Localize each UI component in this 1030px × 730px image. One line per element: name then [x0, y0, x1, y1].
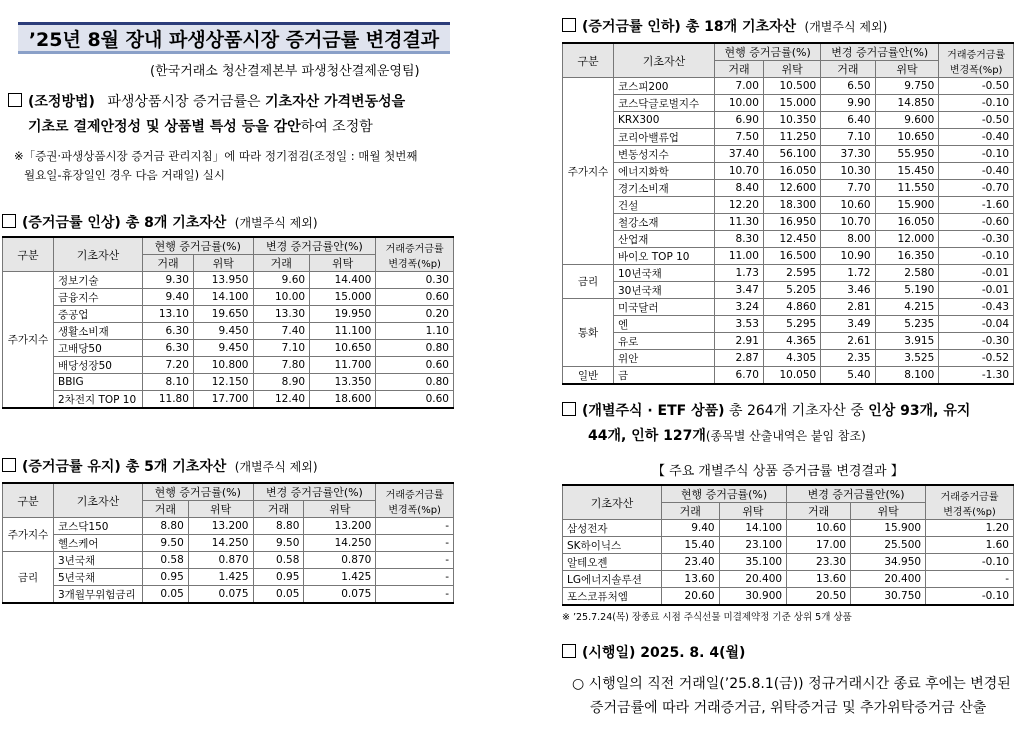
value-cell: 12.000: [875, 231, 939, 248]
asset-cell: 변동성지수: [614, 146, 715, 163]
group-cell: 금리: [3, 552, 54, 604]
value-cell: 15.000: [310, 289, 376, 306]
asset-cell: 산업재: [614, 231, 715, 248]
table-row: [3, 289, 454, 306]
asset-cell: 미국달러: [614, 299, 715, 316]
value-cell: 4.860: [763, 299, 820, 316]
value-cell: 7.50: [715, 129, 764, 146]
table-row: [563, 265, 1014, 282]
value-cell: 1.425: [188, 569, 253, 586]
value-cell: 13.30: [253, 306, 310, 323]
value-cell: 19.950: [310, 306, 376, 323]
table-row: [563, 214, 1014, 231]
value-cell: 18.300: [763, 197, 820, 214]
asset-cell: 엔: [614, 316, 715, 333]
decrease-heading: (증거금률 인하) 총 18개 기초자산 (개별주식 제외): [562, 16, 887, 36]
checkbox-icon: [562, 18, 576, 32]
value-cell: 7.10: [253, 340, 310, 357]
table-row: [563, 554, 1014, 571]
value-cell: 13.10: [143, 306, 194, 323]
value-cell: 12.600: [763, 180, 820, 197]
value-cell: 9.90: [821, 95, 875, 112]
table-row: [563, 333, 1014, 350]
stock-line1: (개별주식 · ETF 상품) 총 264개 기초자산 중 인상 93개, 유지: [562, 399, 970, 423]
value-cell: 16.500: [763, 248, 820, 265]
value-cell: 1.72: [821, 265, 875, 282]
value-cell: 10.650: [310, 340, 376, 357]
value-cell: 14.250: [304, 535, 376, 552]
value-cell: 15.900: [875, 197, 939, 214]
value-cell: 6.30: [143, 323, 194, 340]
value-cell: 10.30: [821, 163, 875, 180]
value-cell: 13.950: [193, 272, 253, 289]
value-cell: 10.70: [821, 214, 875, 231]
table-row: [3, 357, 454, 374]
asset-cell: BBIG: [54, 374, 143, 391]
table-row: [3, 272, 454, 289]
value-cell: 2.81: [821, 299, 875, 316]
value-cell: 14.850: [875, 95, 939, 112]
value-cell: 1.425: [304, 569, 376, 586]
checkbox-icon: [562, 644, 576, 658]
table-row: [563, 350, 1014, 367]
value-cell: 23.40: [662, 554, 720, 571]
value-cell: -: [376, 552, 454, 569]
value-cell: 2.61: [821, 333, 875, 350]
table-row: [3, 569, 454, 586]
value-cell: 10.70: [715, 163, 764, 180]
col-range: 거래증거금률 변경폭(%p): [376, 237, 454, 272]
value-cell: 20.50: [787, 588, 851, 606]
table-row: [563, 231, 1014, 248]
table-row: [563, 180, 1014, 197]
value-cell: 7.80: [253, 357, 310, 374]
table-row: [3, 323, 454, 340]
asset-cell: 2차전지 TOP 10: [54, 391, 143, 409]
table-row: [563, 197, 1014, 214]
value-cell: 9.40: [662, 520, 720, 537]
value-cell: 8.90: [253, 374, 310, 391]
asset-cell: 5년국채: [54, 569, 143, 586]
asset-cell: 철강소재: [614, 214, 715, 231]
value-cell: -0.30: [939, 333, 1014, 350]
value-cell: 35.100: [719, 554, 786, 571]
table-row: [3, 391, 454, 409]
table-row: [3, 586, 454, 604]
value-cell: 20.400: [719, 571, 786, 588]
checkbox-icon: [562, 402, 576, 416]
group-cell: 통화: [563, 299, 614, 367]
value-cell: 3.24: [715, 299, 764, 316]
value-cell: 23.100: [719, 537, 786, 554]
col-trade: 거래: [253, 255, 310, 272]
increase-table: [2, 236, 454, 409]
value-cell: 8.40: [715, 180, 764, 197]
table-row: [3, 535, 454, 552]
col-trade: 거래: [143, 255, 194, 272]
value-cell: 0.80: [376, 340, 454, 357]
table-row: [563, 571, 1014, 588]
asset-cell: 포스코퓨처엠: [563, 588, 662, 606]
asset-cell: 3개월무위험금리: [54, 586, 143, 604]
method-note1: ※「증권·파생상품시장 증거금 관리지침」에 따라 정기점검(조정일 : 매월 첫번째: [14, 149, 418, 163]
value-cell: -0.10: [926, 588, 1014, 606]
value-cell: 20.60: [662, 588, 720, 606]
value-cell: 23.30: [787, 554, 851, 571]
value-cell: 9.600: [875, 112, 939, 129]
asset-cell: 경기소비재: [614, 180, 715, 197]
stock-table: 기초자산 현행 증거금률(%) 변경 증거금률안(%) 거래증거금률 변경폭(%p) 거래 위탁 거래 위탁 삼성전자 9.40 14.100 10.60 15.900 1.20 SK하이닉스 15.40 23.100 17.00 25.500 1.60 알테오젠 23.40 35.100 23.30 34.950 -0.10 LG에너지솔루션 13.60 20.400 13.60 20.400 - 포스코퓨처엠 20.60 30.900 20.50 30.750 -0.10: [562, 484, 1014, 606]
value-cell: 9.450: [193, 323, 253, 340]
value-cell: 1.73: [715, 265, 764, 282]
value-cell: 10.350: [763, 112, 820, 129]
value-cell: -0.10: [926, 554, 1014, 571]
value-cell: 16.050: [763, 163, 820, 180]
value-cell: -0.40: [939, 129, 1014, 146]
increase-heading: (증거금률 인상) 총 8개 기초자산 (개별주식 제외): [2, 212, 318, 232]
value-cell: 15.450: [875, 163, 939, 180]
value-cell: -0.52: [939, 350, 1014, 367]
table-row: [3, 374, 454, 391]
checkbox-icon: [2, 214, 16, 228]
table-row: [563, 588, 1014, 606]
value-cell: 3.47: [715, 282, 764, 299]
col-asset: 기초자산: [54, 237, 143, 272]
value-cell: 3.915: [875, 333, 939, 350]
value-cell: -0.40: [939, 163, 1014, 180]
value-cell: 8.80: [143, 518, 189, 535]
value-cell: 0.95: [143, 569, 189, 586]
value-cell: 17.00: [787, 537, 851, 554]
group-cell: 주가지수: [563, 78, 614, 265]
table-row: [563, 367, 1014, 385]
value-cell: 9.30: [143, 272, 194, 289]
value-cell: -0.10: [939, 95, 1014, 112]
value-cell: 10.00: [715, 95, 764, 112]
value-cell: 7.10: [821, 129, 875, 146]
value-cell: 10.60: [787, 520, 851, 537]
value-cell: 2.580: [875, 265, 939, 282]
value-cell: 0.075: [304, 586, 376, 604]
value-cell: -: [376, 586, 454, 604]
group-cell: 일반: [563, 367, 614, 385]
maintain-heading: (증거금률 유지) 총 5개 기초자산 (개별주식 제외): [2, 456, 318, 476]
value-cell: 12.450: [763, 231, 820, 248]
col-consign: 위탁: [310, 255, 376, 272]
asset-cell: 코스닥150: [54, 518, 143, 535]
effective-heading: (시행일) 2025. 8. 4(월): [562, 642, 745, 662]
value-cell: 6.70: [715, 367, 764, 385]
value-cell: 9.450: [193, 340, 253, 357]
value-cell: 11.550: [875, 180, 939, 197]
asset-cell: 금융지수: [54, 289, 143, 306]
value-cell: 10.050: [763, 367, 820, 385]
table-row: [563, 520, 1014, 537]
value-cell: 0.58: [253, 552, 304, 569]
checkbox-icon: [2, 458, 16, 472]
table-row: [563, 282, 1014, 299]
stock-table-title: 【 주요 개별주식 상품 증거금률 변경결과 】: [652, 464, 904, 479]
asset-cell: 에너지화학: [614, 163, 715, 180]
value-cell: 10.00: [253, 289, 310, 306]
group-cell: 주가지수: [3, 518, 54, 552]
value-cell: -0.60: [939, 214, 1014, 231]
value-cell: 0.870: [304, 552, 376, 569]
table-row: [3, 518, 454, 535]
value-cell: 6.50: [821, 78, 875, 95]
table-row: [3, 552, 454, 569]
value-cell: 0.58: [143, 552, 189, 569]
method-line1: (조정방법) 파생상품시장 증거금률은 기초자산 가격변동성을: [8, 90, 405, 114]
value-cell: 0.60: [376, 289, 454, 306]
value-cell: 25.500: [851, 537, 926, 554]
value-cell: 8.30: [715, 231, 764, 248]
method-heading: (조정방법): [28, 94, 95, 110]
value-cell: 13.60: [787, 571, 851, 588]
table-row: [563, 163, 1014, 180]
table-row: [563, 78, 1014, 95]
value-cell: -0.70: [939, 180, 1014, 197]
value-cell: 16.050: [875, 214, 939, 231]
table-row: [563, 316, 1014, 333]
value-cell: 12.20: [715, 197, 764, 214]
value-cell: 3.46: [821, 282, 875, 299]
decrease-table: 구분 기초자산 현행 증거금률(%) 변경 증거금률안(%) 거래증거금률 변경폭(%p) 거래 위탁 거래 위탁 주가지수 코스피200 7.00 10.500 6.50 9.750 -0.50 코스닥글로벌지수 10.00 15.000 9.90 14.850 -0.10 KRX300 6.90 10.350 6.40 9.600 -0.50 코리아밸류업 7.50 11.250 7.10 10.650 -0.40 변동성지수 37.40 56.100 37.30 55.950 -0.10 에너지화학 10.70 16.050 10.30 15.450 -0.40 경기소비재 8.40 12.600 7.70 11.550 -0.70 건설 12.20 18.300 10.60 15.900 -1.60 철강소재 11.30 16.950 10.70 16.050 -0.60 산업재 8.30 12.450 8.00 12.000 -0.30 바이오 TOP 10 11.00 16.500 10.90 16.350 -0.10 금리 10년국채 1.73 2.595 1.72 2.580 -0.01 30년국채 3.47 5.205 3.46 5.190 -0.01 통화 미국달러 3.24 4.860 2.81 4.215 -0.43 엔 3.53 5.295 3.49 5.235 -0.04 유로 2.91 4.365 2.61 3.915 -0.30 위안 2.87 4.305 2.35 3.525 -0.52 일반 금 6.70 10.050 5.40 8.100 -1.30: [562, 42, 1014, 385]
value-cell: 4.305: [763, 350, 820, 367]
value-cell: 3.525: [875, 350, 939, 367]
asset-cell: 바이오 TOP 10: [614, 248, 715, 265]
asset-cell: 고배당50: [54, 340, 143, 357]
asset-cell: 코스피200: [614, 78, 715, 95]
value-cell: 2.35: [821, 350, 875, 367]
asset-cell: 건설: [614, 197, 715, 214]
value-cell: 12.150: [193, 374, 253, 391]
value-cell: 9.50: [143, 535, 189, 552]
value-cell: 7.40: [253, 323, 310, 340]
page-subtitle: (한국거래소 청산결제본부 파생청산결제운영팀): [150, 64, 420, 79]
asset-cell: 알테오젠: [563, 554, 662, 571]
value-cell: 13.200: [304, 518, 376, 535]
asset-cell: 10년국채: [614, 265, 715, 282]
value-cell: 16.950: [763, 214, 820, 231]
value-cell: -0.10: [939, 146, 1014, 163]
asset-cell: 유로: [614, 333, 715, 350]
value-cell: 0.075: [188, 586, 253, 604]
value-cell: 5.235: [875, 316, 939, 333]
table-row: [563, 112, 1014, 129]
value-cell: 11.00: [715, 248, 764, 265]
value-cell: 37.40: [715, 146, 764, 163]
value-cell: -0.30: [939, 231, 1014, 248]
value-cell: -1.30: [939, 367, 1014, 385]
value-cell: 14.100: [193, 289, 253, 306]
asset-cell: 위안: [614, 350, 715, 367]
maintain-table: 구분 기초자산 현행 증거금률(%) 변경 증거금률안(%) 거래증거금률 변경폭(%p) 거래 위탁 거래 위탁 주가지수 코스닥150 8.80 13.200 8.80 13.200 - 헬스케어 9.50 14.250 9.50 14.250 - 금리 3년국채 0.58 0.870 0.58 0.870 - 5년국채 0.95 1.425 0.95 1.425 - 3개월무위험금리 0.05 0.075 0.05 0.075 -: [2, 482, 454, 604]
value-cell: 11.30: [715, 214, 764, 231]
value-cell: 10.500: [763, 78, 820, 95]
value-cell: 14.250: [188, 535, 253, 552]
value-cell: 7.20: [143, 357, 194, 374]
value-cell: 17.700: [193, 391, 253, 409]
asset-cell: 코스닥글로벌지수: [614, 95, 715, 112]
asset-cell: KRX300: [614, 112, 715, 129]
asset-cell: 중공업: [54, 306, 143, 323]
value-cell: 0.80: [376, 374, 454, 391]
group-cell: 금리: [563, 265, 614, 299]
value-cell: 18.600: [310, 391, 376, 409]
effective-line1: ○ 시행일의 직전 거래일(’25.8.1(금)) 정규거래시간 종료 후에는 변경된: [572, 676, 1011, 692]
value-cell: -: [376, 535, 454, 552]
value-cell: 13.60: [662, 571, 720, 588]
page-title: ’25년 8월 장내 파생상품시장 증거금률 변경결과: [18, 22, 450, 54]
value-cell: 8.80: [253, 518, 304, 535]
value-cell: 5.40: [821, 367, 875, 385]
value-cell: 0.05: [143, 586, 189, 604]
value-cell: 10.60: [821, 197, 875, 214]
col-current: 현행 증거금률(%): [143, 237, 254, 255]
value-cell: 9.40: [143, 289, 194, 306]
table-row: [563, 248, 1014, 265]
table-row: [563, 95, 1014, 112]
value-cell: 16.350: [875, 248, 939, 265]
value-cell: 12.40: [253, 391, 310, 409]
asset-cell: 정보기술: [54, 272, 143, 289]
value-cell: -: [376, 569, 454, 586]
asset-cell: 30년국채: [614, 282, 715, 299]
value-cell: 0.95: [253, 569, 304, 586]
value-cell: 30.750: [851, 588, 926, 606]
value-cell: 7.00: [715, 78, 764, 95]
value-cell: 6.30: [143, 340, 194, 357]
value-cell: 7.70: [821, 180, 875, 197]
value-cell: 11.80: [143, 391, 194, 409]
method-line2: 기초로 결제안정성 및 상품별 특성 등을 감안하여 조정함: [28, 119, 373, 135]
value-cell: 0.870: [188, 552, 253, 569]
value-cell: 14.100: [719, 520, 786, 537]
value-cell: 20.400: [851, 571, 926, 588]
value-cell: 4.215: [875, 299, 939, 316]
value-cell: 2.91: [715, 333, 764, 350]
asset-cell: 배당성장50: [54, 357, 143, 374]
value-cell: 11.250: [763, 129, 820, 146]
stock-note: ※ ’25.7.24(목) 장종료 시점 주식선물 미결제약정 기준 상위 5개 상품: [562, 612, 852, 623]
value-cell: 0.60: [376, 357, 454, 374]
value-cell: 0.30: [376, 272, 454, 289]
value-cell: 19.650: [193, 306, 253, 323]
value-cell: -0.50: [939, 78, 1014, 95]
value-cell: 11.100: [310, 323, 376, 340]
value-cell: 10.90: [821, 248, 875, 265]
value-cell: 8.00: [821, 231, 875, 248]
value-cell: -0.10: [939, 248, 1014, 265]
value-cell: 0.20: [376, 306, 454, 323]
asset-cell: 삼성전자: [563, 520, 662, 537]
asset-cell: SK하이닉스: [563, 537, 662, 554]
value-cell: 11.700: [310, 357, 376, 374]
value-cell: 6.90: [715, 112, 764, 129]
table-row: [563, 129, 1014, 146]
value-cell: 30.900: [719, 588, 786, 606]
group-cell: 주가지수: [3, 272, 54, 409]
value-cell: 1.60: [926, 537, 1014, 554]
value-cell: 1.20: [926, 520, 1014, 537]
table-row: [563, 146, 1014, 163]
table-row: [3, 340, 454, 357]
value-cell: 9.50: [253, 535, 304, 552]
col-consign: 위탁: [193, 255, 253, 272]
value-cell: -0.04: [939, 316, 1014, 333]
value-cell: 2.595: [763, 265, 820, 282]
asset-cell: 생활소비재: [54, 323, 143, 340]
value-cell: 8.100: [875, 367, 939, 385]
value-cell: 0.60: [376, 391, 454, 409]
effective-line2: 증거금률에 따라 거래증거금, 위탁증거금 및 추가위탁증거금 산출: [590, 700, 987, 716]
value-cell: 14.400: [310, 272, 376, 289]
stock-line2: 44개, 인하 127개(종목별 산출내역은 붙임 참조): [588, 428, 866, 444]
value-cell: 6.40: [821, 112, 875, 129]
col-gubun: 구분: [3, 237, 54, 272]
value-cell: 4.365: [763, 333, 820, 350]
value-cell: 0.05: [253, 586, 304, 604]
value-cell: 5.205: [763, 282, 820, 299]
asset-cell: 코리아밸류업: [614, 129, 715, 146]
value-cell: 15.000: [763, 95, 820, 112]
value-cell: 15.40: [662, 537, 720, 554]
asset-cell: 3년국채: [54, 552, 143, 569]
asset-cell: LG에너지솔루션: [563, 571, 662, 588]
value-cell: -0.01: [939, 282, 1014, 299]
col-change: 변경 증거금률안(%): [253, 237, 376, 255]
value-cell: 55.950: [875, 146, 939, 163]
value-cell: 56.100: [763, 146, 820, 163]
checkbox-icon: [8, 93, 22, 107]
value-cell: 5.190: [875, 282, 939, 299]
value-cell: -0.50: [939, 112, 1014, 129]
value-cell: 10.800: [193, 357, 253, 374]
asset-cell: 금: [614, 367, 715, 385]
value-cell: 3.49: [821, 316, 875, 333]
value-cell: 8.10: [143, 374, 194, 391]
value-cell: 37.30: [821, 146, 875, 163]
value-cell: -: [376, 518, 454, 535]
value-cell: 15.900: [851, 520, 926, 537]
value-cell: 10.650: [875, 129, 939, 146]
value-cell: 2.87: [715, 350, 764, 367]
method-note2: 월요일-휴장일인 경우 다음 거래일) 실시: [24, 168, 226, 182]
value-cell: -1.60: [939, 197, 1014, 214]
value-cell: 9.750: [875, 78, 939, 95]
table-row: [563, 299, 1014, 316]
value-cell: -: [926, 571, 1014, 588]
value-cell: 3.53: [715, 316, 764, 333]
value-cell: 1.10: [376, 323, 454, 340]
value-cell: -0.01: [939, 265, 1014, 282]
value-cell: 5.295: [763, 316, 820, 333]
table-row: [3, 306, 454, 323]
value-cell: 34.950: [851, 554, 926, 571]
table-row: [563, 537, 1014, 554]
value-cell: 9.60: [253, 272, 310, 289]
asset-cell: 헬스케어: [54, 535, 143, 552]
value-cell: 13.200: [188, 518, 253, 535]
value-cell: 13.350: [310, 374, 376, 391]
value-cell: -0.43: [939, 299, 1014, 316]
